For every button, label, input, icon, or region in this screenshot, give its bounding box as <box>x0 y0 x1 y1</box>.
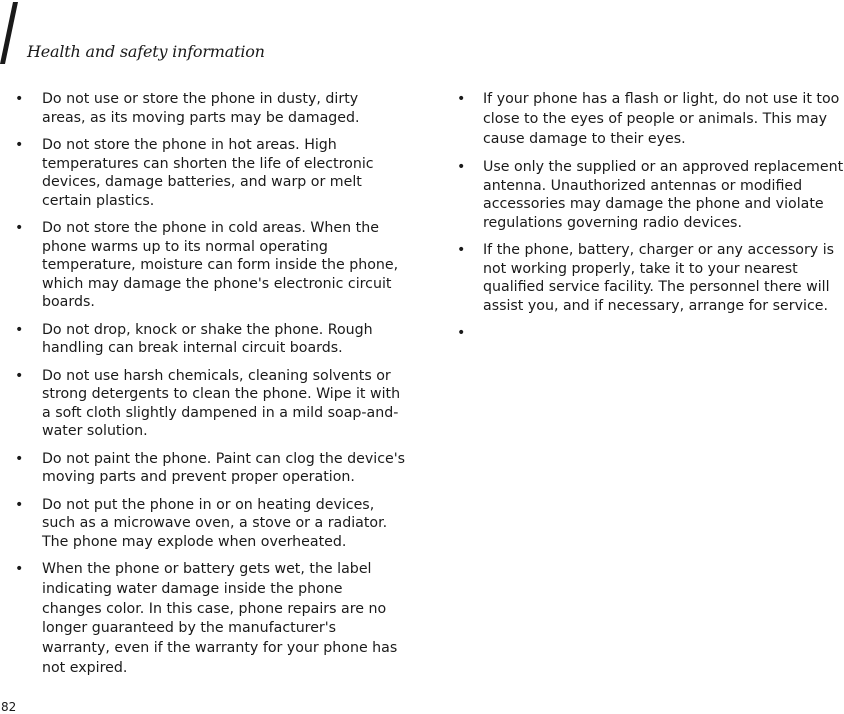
list-item <box>0 136 406 210</box>
list-item-text: Do not use or store the phone in dusty, dirty areas, as its moving parts may be damaged. <box>42 91 360 126</box>
list-item <box>442 90 844 149</box>
list-item-text: Do not paint the phone. Paint can clog the device's moving parts and prevent proper operation. <box>42 450 406 485</box>
bullet-point: • <box>457 159 466 176</box>
bullet-point: • <box>15 321 24 338</box>
bullet-point: • <box>15 137 24 153</box>
bullet-point: • <box>457 325 466 342</box>
list-item-text: Do not store the phone in cold areas. When the phone warms up to its normal operating temperature, moisture can form inside the phone, which may damage the phone's electronic circuit boards. <box>42 220 399 310</box>
list-item <box>442 158 844 232</box>
bullet-point: • <box>15 450 24 467</box>
left-column-list <box>0 90 406 688</box>
list-item <box>0 496 406 552</box>
list-item <box>0 450 406 487</box>
list-item-text: Do not put the phone in or on heating devices, such as a microwave oven, a stove or a radiator. The phone may explode when overheated. <box>42 496 388 550</box>
bullet-point: • <box>457 242 466 259</box>
list-item-text: If the phone, battery, charger or any accessory is not working properly, take it to your nearest qualified service facility. The personnel there will assist you, and if necessary, arrange for service. <box>483 242 835 314</box>
list-item <box>0 321 406 358</box>
list-item-text: If your phone has a flash or light, do not use it too close to the eyes of people or animals. This may cause damage to their eyes. <box>483 91 840 147</box>
list-item-text: Do not store the phone in hot areas. High temperatures can shorten the life of electronic devices, damage batteries, and warp or melt certain plastics. <box>42 137 374 209</box>
list-item <box>0 367 406 441</box>
list-item <box>0 560 406 679</box>
bullet-point: • <box>15 561 24 577</box>
bullet-point: • <box>15 496 24 513</box>
bullet-point: • <box>15 367 24 384</box>
page-number: 82 <box>1 700 17 714</box>
list-item-text: Use only the supplied or an approved replacement antenna. Unauthorized antennas or modified accessories may damage the phone and violate regulations governing radio devices. <box>483 159 844 231</box>
bullet-point: • <box>457 91 466 107</box>
list-item <box>442 241 844 315</box>
list-item <box>0 90 406 127</box>
right-column-list <box>442 90 844 342</box>
header-accent-bar <box>0 2 22 64</box>
list-item-text: When the phone or battery gets wet, the label indicating water damage inside the phone changes color. In this case, phone repairs are no longer guaranteed by the manufacturer's warranty, even if the warranty for your phone has not expired. <box>42 561 398 676</box>
bullet-point: • <box>15 220 24 236</box>
bullet-point: • <box>15 91 24 107</box>
page-header-title: Health and safety information <box>27 42 265 61</box>
list-item <box>0 219 406 312</box>
list-item-text: Do not use harsh chemicals, cleaning solvents or strong detergents to clean the phone. Wipe it with a soft cloth slightly dampened in a mild soap-and-water solution. <box>42 367 401 439</box>
list-item-text: Do not drop, knock or shake the phone. Rough handling can break internal circuit boards. <box>42 321 373 356</box>
